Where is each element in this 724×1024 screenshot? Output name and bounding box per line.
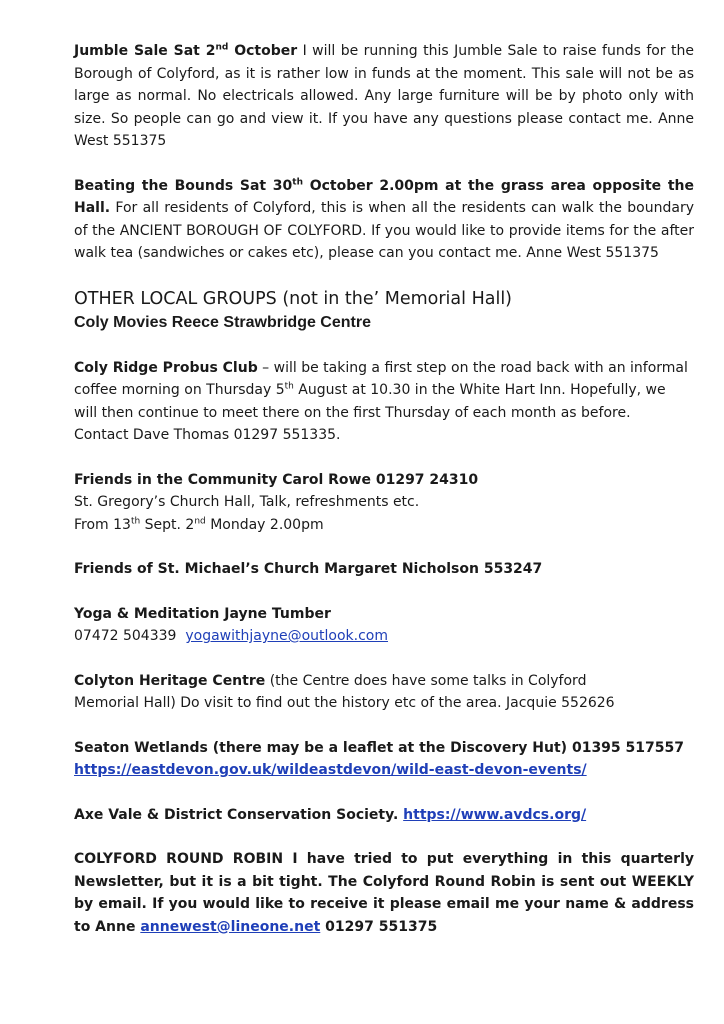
axe-vale-url-link[interactable]: https://www.avdcs.org/ <box>403 806 587 823</box>
yoga-phone: 07472 504339 <box>74 628 177 644</box>
heritage-section <box>74 670 694 715</box>
axe-vale-title: Axe Vale & District Conservation Society. <box>74 806 404 823</box>
friends-community-section <box>74 469 694 537</box>
probus-line2: coffee morning on Thursday 5th August at 10.30 in the White Hart Inn. Hopefully, we <box>74 381 666 398</box>
yoga-email-link[interactable]: yogawithjayne@outlook.com <box>185 628 389 644</box>
heritage-line1: (the Centre does have some talks in Colyford <box>265 672 587 689</box>
wetlands-url-link[interactable]: https://eastdevon.gov.uk/wildeastdevon/wild-east-devon-events/ <box>74 762 587 778</box>
probus-line4: Contact Dave Thomas 01297 551335. <box>74 427 341 443</box>
friends-community-title: Friends in the Community Carol Rowe 01297 24310 <box>74 471 479 488</box>
round-robin-paragraph <box>74 848 694 938</box>
newsletter-page <box>74 40 694 938</box>
probus-title: Coly Ridge Probus Club <box>74 359 258 376</box>
friends-community-venue: St. Gregory’s Church Hall, Talk, refreshments etc. <box>74 494 420 510</box>
probus-line1: – will be taking a first step on the road back with an informal <box>257 359 688 376</box>
beating-bounds-title: Beating the Bounds Sat 30th October 2.00pm at the grass area opposite the Hall. <box>74 176 694 216</box>
round-robin-text: COLYFORD ROUND ROBIN I have tried to put everything in this quarterly Newsletter, but it is a bit tight. The Colyford Round Robin is sent out WEEKLY by email. If you would like to receive it please email me your name & address to Anne <box>74 851 694 935</box>
probus-line3: will then continue to meet there on the first Thursday of each month as before. <box>74 404 631 421</box>
coly-movies-subheading: Coly Movies Reece Strawbridge Centre <box>74 313 371 331</box>
beating-bounds-paragraph <box>74 175 694 265</box>
probus-section <box>74 357 694 447</box>
heritage-title: Colyton Heritage Centre <box>74 672 266 689</box>
yoga-title: Yoga & Meditation Jayne Tumber <box>74 605 331 622</box>
round-robin-email-link[interactable]: annewest@lineone.net <box>140 918 321 935</box>
round-robin-phone: 01297 551375 <box>320 918 438 935</box>
beating-bounds-body: For all residents of Colyford, this is when all the residents can walk the boundary of the ANCIENT BOROUGH OF COLYFORD. If you would like to provide items for the after walk tea (sandwiches or cakes etc), please can you contact me. Anne West 551375 <box>74 200 694 261</box>
jumble-sale-paragraph <box>74 40 694 153</box>
friends-community-schedule: From 13th Sept. 2nd Monday 2.00pm <box>74 515 324 533</box>
wetlands-section <box>74 737 694 782</box>
other-groups-heading: OTHER LOCAL GROUPS (not in the’ Memorial Hall) <box>74 288 513 309</box>
friends-st-michaels-title: Friends of St. Michael’s Church Margaret Nicholson 553247 <box>74 561 543 577</box>
heritage-line2: Memorial Hall) Do visit to find out the history etc of the area. Jacquie 552626 <box>74 695 615 711</box>
yoga-contact <box>74 625 694 648</box>
jumble-sale-title: Jumble Sale Sat 2nd October <box>74 42 298 59</box>
yoga-section <box>74 603 694 648</box>
wetlands-title: Seaton Wetlands (there may be a leaflet at the Discovery Hut) 01395 517557 <box>74 739 684 756</box>
axe-vale-section <box>74 804 694 827</box>
jumble-sale-body: I will be running this Jumble Sale to raise funds for the Borough of Colyford, as it is rather low in funds at the moment. This sale will not be as large as normal. No electricals allowed. Any large furniture will be by photo only with size. So people can go and view it. If you have any questions please contact me. Anne West 551375 <box>74 43 694 149</box>
